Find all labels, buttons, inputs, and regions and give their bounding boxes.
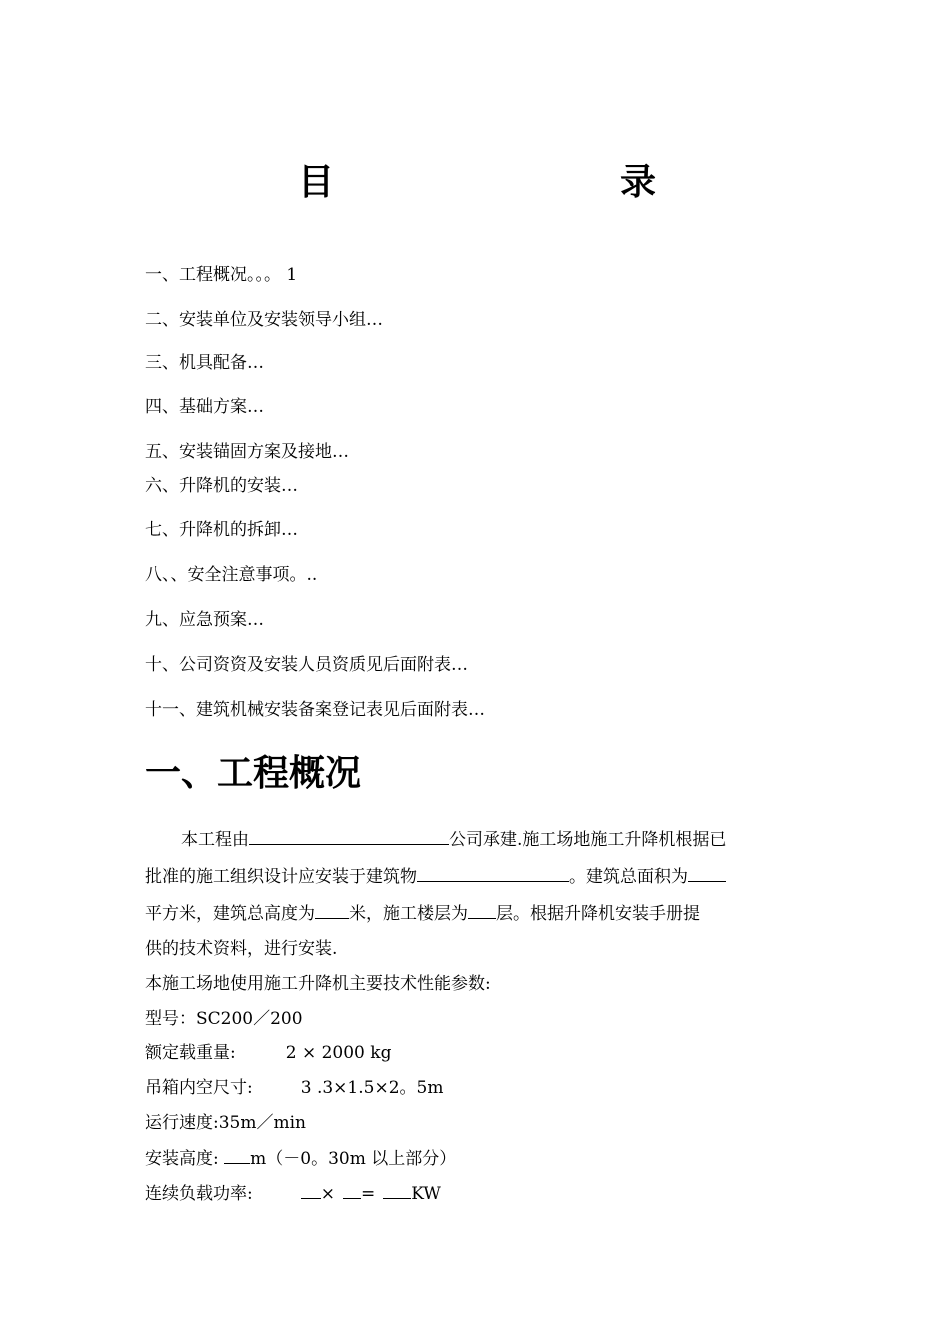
body-line: 平方米，建筑总高度为 米，施工楼层为 层。根据升降机安装手册提 [145,901,785,925]
toc-item: 九、应急预案… [145,610,264,630]
toc-item: 二、安装单位及安装领导小组… [145,310,383,330]
toc-title-left: 目 [298,162,335,203]
blank-height[interactable] [315,901,349,919]
toc-item: 六、升降机的安装… [145,476,298,496]
toc-item: 三、机具配备… [145,353,264,373]
body-line: 供的技术资料，进行安装. [145,939,338,959]
blank-power-b[interactable] [343,1181,361,1199]
toc-item: 十、公司资资及安装人员资质见后面附表… [145,655,468,675]
body-line: 本工程由 公司承建.施工场地施工升降机根据已 [145,827,785,851]
blank-install-height[interactable] [224,1146,250,1164]
spec-power: 连续负载功率: × = KW [145,1181,441,1205]
toc-title [0,150,950,210]
blank-building[interactable] [417,864,569,882]
blank-floors[interactable] [468,901,496,919]
toc-item: 一、工程概况。。。 1 [145,265,298,285]
toc-item: 八、、安全注意事项。.. [145,565,318,585]
toc-item: 四、基础方案… [145,397,264,417]
spec-cage: 吊箱内空尺寸: 3 .3×1.5×2。5m [145,1078,444,1098]
blank-area[interactable] [688,864,726,882]
body-line: 批准的施工组织设计应安装于建筑物 。建筑总面积为 [145,864,785,888]
section-heading: 一、工程概况 [145,753,362,794]
spec-model: 型号：SC200／200 [145,1009,303,1029]
spec-height: 安装高度: m（－0。30m 以上部分） [145,1146,456,1170]
toc-item: 五、安装锚固方案及接地… [145,442,349,462]
spec-speed: 运行速度:35m／min [145,1113,306,1133]
toc-item: 七、升降机的拆卸… [145,520,298,540]
toc-item: 十一、建筑机械安装备案登记表见后面附表… [145,700,485,720]
spec-intro: 本施工场地使用施工升降机主要技术性能参数: [145,974,491,994]
toc-title-right: 录 [620,162,657,203]
blank-company[interactable] [249,827,449,845]
spec-load: 额定载重量: 2 × 2000 kg [145,1043,392,1063]
blank-power-a[interactable] [301,1181,321,1199]
blank-power-total[interactable] [383,1181,411,1199]
